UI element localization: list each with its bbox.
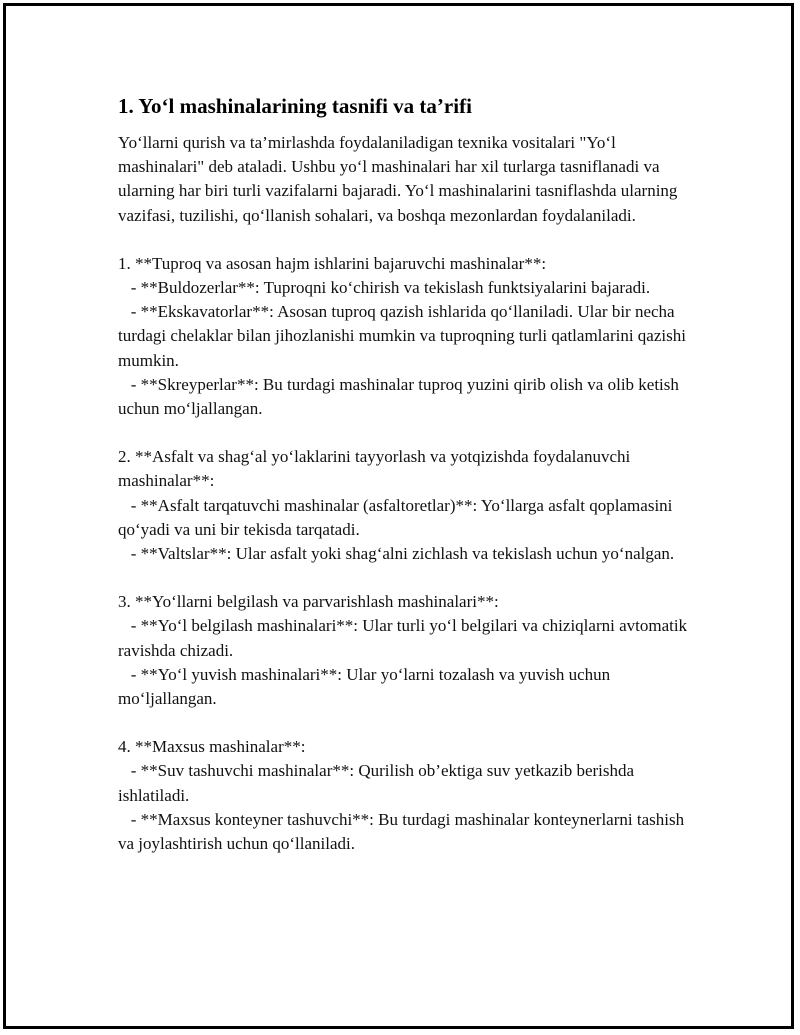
list-item: - **Valtslar**: Ular asfalt yoki shag‘alni zichlash va tekislash uchun yo‘nalgan. bbox=[118, 544, 675, 564]
section-4 bbox=[118, 735, 690, 856]
section-1 bbox=[118, 252, 690, 421]
section-heading: 3. **Yo‘llarni belgilash va parvarishlash mashinalari**: bbox=[118, 592, 499, 612]
section-2 bbox=[118, 445, 690, 566]
document-content bbox=[118, 92, 690, 856]
list-item: - **Skreyperlar**: Bu turdagi mashinalar tuproq yuzini qirib olish va olib ketish uchun mo‘ljallangan. bbox=[118, 374, 684, 419]
list-item: - **Buldozerlar**: Tuproqni ko‘chirish va tekislash funktsiyalarini bajaradi. bbox=[118, 278, 651, 298]
list-item: - **Maxsus konteyner tashuvchi**: Bu turdagi mashinalar konteynerlarni tashish va joylashtirish uchun qo‘llaniladi. bbox=[118, 809, 689, 854]
list-item: - **Yo‘l yuvish mashinalari**: Ular yo‘larni tozalash va yuvish uchun mo‘ljallangan. bbox=[118, 664, 615, 709]
list-item: - **Suv tashuvchi mashinalar**: Qurilish ob’ektiga suv yetkazib berishda ishlatiladi. bbox=[118, 761, 639, 805]
intro-paragraph: Yo‘llarni qurish va ta’mirlashda foydalaniladigan texnika vositalari "Yo‘l mashinalari" deb ataladi. Ushbu yo‘l mashinalari har xil turlarga tasniflanadi va ularning har biri turli vazifalarni bajaradi. Yo‘l mashinalarini tasniflashda ularning vazifasi, tuzilishi, qo‘llanish sohalari, va boshqa mezonlardan foydalaniladi. bbox=[118, 133, 682, 225]
list-item: - **Yo‘l belgilash mashinalari**: Ular turli yo‘l belgilari va chiziqlarni avtomatik ravishda chizadi. bbox=[118, 616, 692, 660]
document-title: 1. Yo‘l mashinalarining tasnifi va ta’rifi bbox=[118, 94, 472, 118]
list-item: - **Ekskavatorlar**: Asosan tuproq qazish ishlarida qo‘llaniladi. Ular bir necha turdagi chelaklar bilan jihozlanishi mumkin va tuproqning turli qatlamlarini qazishi mumkin. bbox=[118, 302, 691, 370]
list-item: - **Asfalt tarqatuvchi mashinalar (asfaltoretlar)**: Yo‘llarga asfalt qoplamasini qo‘yadi va uni bir tekisda tarqatadi. bbox=[118, 495, 677, 539]
section-heading: 4. **Maxsus mashinalar**: bbox=[118, 737, 306, 757]
section-3 bbox=[118, 590, 690, 711]
section-heading: 1. **Tuproq va asosan hajm ishlarini bajaruvchi mashinalar**: bbox=[118, 253, 547, 273]
section-heading: 2. **Asfalt va shag‘al yo‘laklarini tayyorlash va yotqizishda foydalanuvchi mashinalar**: bbox=[118, 447, 635, 491]
